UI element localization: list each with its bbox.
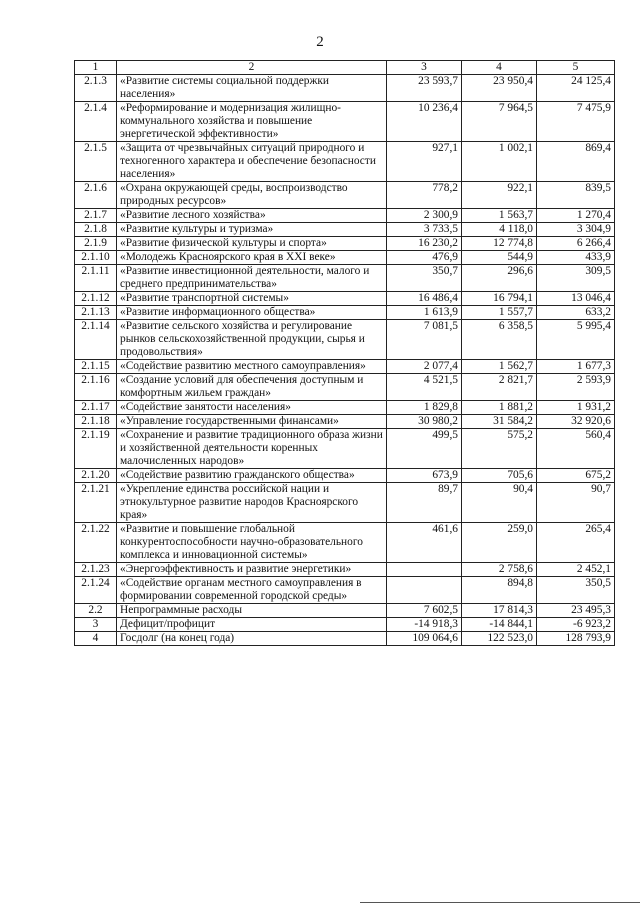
value-col-3-cell <box>387 577 462 604</box>
table-row <box>75 469 615 483</box>
row-number-cell: 3 <box>75 618 117 632</box>
value-col-4-cell: 1 002,1 <box>462 142 537 182</box>
value-col-4-cell: 12 774,8 <box>462 237 537 251</box>
table-row <box>75 374 615 401</box>
value-col-4-cell: 7 964,5 <box>462 102 537 142</box>
row-number-cell: 2.1.7 <box>75 209 117 223</box>
value-col-3-cell: -14 918,3 <box>387 618 462 632</box>
value-col-5-cell: 13 046,4 <box>537 292 615 306</box>
table-row <box>75 618 615 632</box>
row-name-cell: «Сохранение и развитие традиционного образа жизни и хозяйственной деятельности коренных малочисленных народов» <box>117 429 387 469</box>
row-name-cell: «Развитие и повышение глобальной конкурентоспособности научно-образовательного комплекса и инновационной системы» <box>117 523 387 563</box>
value-col-4-cell: -14 844,1 <box>462 618 537 632</box>
row-name-cell: «Развитие физической культуры и спорта» <box>117 237 387 251</box>
value-col-3-cell: 89,7 <box>387 483 462 523</box>
value-col-5-cell: 560,4 <box>537 429 615 469</box>
value-col-3-cell: 673,9 <box>387 469 462 483</box>
table-row <box>75 320 615 360</box>
value-col-4-cell: 17 814,3 <box>462 604 537 618</box>
row-name-cell: «Защита от чрезвычайных ситуаций природного и техногенного характера и обеспечение безопасности населения» <box>117 142 387 182</box>
row-name-cell: «Молодежь Красноярского края в XXI веке» <box>117 251 387 265</box>
row-name-cell: «Реформирование и модернизация жилищно-коммунального хозяйства и повышение энергетической эффективности» <box>117 102 387 142</box>
value-col-5-cell: 265,4 <box>537 523 615 563</box>
value-col-3-cell: 927,1 <box>387 142 462 182</box>
row-number-cell: 2.1.8 <box>75 223 117 237</box>
row-number-cell: 2.1.24 <box>75 577 117 604</box>
value-col-5-cell: 1 931,2 <box>537 401 615 415</box>
value-col-4-cell: 2 821,7 <box>462 374 537 401</box>
value-col-5-cell: 128 793,9 <box>537 632 615 646</box>
value-col-4-cell: 4 118,0 <box>462 223 537 237</box>
row-name-cell: «Управление государственными финансами» <box>117 415 387 429</box>
value-col-3-cell: 3 733,5 <box>387 223 462 237</box>
row-name-cell: «Содействие занятости населения» <box>117 401 387 415</box>
row-number-cell: 2.1.10 <box>75 251 117 265</box>
value-col-3-cell: 7 602,5 <box>387 604 462 618</box>
row-name-cell: Непрограммные расходы <box>117 604 387 618</box>
value-col-5-cell: 3 304,9 <box>537 223 615 237</box>
value-col-4-cell: 296,6 <box>462 265 537 292</box>
header-col-3: 3 <box>387 61 462 75</box>
value-col-3-cell: 778,2 <box>387 182 462 209</box>
row-number-cell: 2.1.9 <box>75 237 117 251</box>
row-number-cell: 2.1.23 <box>75 563 117 577</box>
value-col-3-cell: 499,5 <box>387 429 462 469</box>
table-row <box>75 523 615 563</box>
value-col-3-cell: 30 980,2 <box>387 415 462 429</box>
value-col-5-cell: 5 995,4 <box>537 320 615 360</box>
value-col-3-cell: 2 300,9 <box>387 209 462 223</box>
row-number-cell: 2.1.20 <box>75 469 117 483</box>
value-col-3-cell: 2 077,4 <box>387 360 462 374</box>
value-col-3-cell: 109 064,6 <box>387 632 462 646</box>
table-row <box>75 142 615 182</box>
table-row <box>75 237 615 251</box>
value-col-5-cell: 350,5 <box>537 577 615 604</box>
row-name-cell: «Содействие развитию местного самоуправления» <box>117 360 387 374</box>
table-row <box>75 563 615 577</box>
table-row <box>75 209 615 223</box>
row-number-cell: 2.1.4 <box>75 102 117 142</box>
value-col-5-cell: 1 677,3 <box>537 360 615 374</box>
row-number-cell: 2.1.19 <box>75 429 117 469</box>
row-name-cell: «Содействие органам местного самоуправления в формировании современной городской среды» <box>117 577 387 604</box>
value-col-4-cell: 1 881,2 <box>462 401 537 415</box>
value-col-4-cell: 1 557,7 <box>462 306 537 320</box>
table-row <box>75 415 615 429</box>
value-col-4-cell: 31 584,2 <box>462 415 537 429</box>
page-number: 2 <box>316 34 324 50</box>
table-row <box>75 483 615 523</box>
value-col-5-cell: 7 475,9 <box>537 102 615 142</box>
header-col-2: 2 <box>117 61 387 75</box>
table-row <box>75 577 615 604</box>
row-name-cell: «Развитие культуры и туризма» <box>117 223 387 237</box>
value-col-4-cell: 6 358,5 <box>462 320 537 360</box>
value-col-5-cell: 839,5 <box>537 182 615 209</box>
row-name-cell: «Развитие инвестиционной деятельности, малого и среднего предпринимательства» <box>117 265 387 292</box>
value-col-3-cell: 23 593,7 <box>387 75 462 102</box>
value-col-3-cell: 461,6 <box>387 523 462 563</box>
table-row <box>75 292 615 306</box>
value-col-4-cell: 259,0 <box>462 523 537 563</box>
row-number-cell: 2.1.14 <box>75 320 117 360</box>
value-col-3-cell: 10 236,4 <box>387 102 462 142</box>
value-col-4-cell: 575,2 <box>462 429 537 469</box>
row-name-cell: «Развитие информационного общества» <box>117 306 387 320</box>
value-col-3-cell: 476,9 <box>387 251 462 265</box>
row-name-cell: «Охрана окружающей среды, воспроизводство природных ресурсов» <box>117 182 387 209</box>
value-col-5-cell: 2 452,1 <box>537 563 615 577</box>
value-col-3-cell: 7 081,5 <box>387 320 462 360</box>
row-number-cell: 2.1.17 <box>75 401 117 415</box>
table-row <box>75 632 615 646</box>
value-col-3-cell: 1 613,9 <box>387 306 462 320</box>
row-number-cell: 2.1.15 <box>75 360 117 374</box>
row-name-cell: «Развитие транспортной системы» <box>117 292 387 306</box>
table-row <box>75 401 615 415</box>
row-number-cell: 2.1.11 <box>75 265 117 292</box>
table-row <box>75 265 615 292</box>
row-number-cell: 2.1.22 <box>75 523 117 563</box>
table-row <box>75 75 615 102</box>
row-name-cell: «Энергоэффективность и развитие энергетики» <box>117 563 387 577</box>
budget-table <box>74 60 615 646</box>
table-row <box>75 604 615 618</box>
value-col-5-cell: 309,5 <box>537 265 615 292</box>
row-number-cell: 2.1.21 <box>75 483 117 523</box>
header-col-1: 1 <box>75 61 117 75</box>
header-col-5: 5 <box>537 61 615 75</box>
value-col-5-cell: 32 920,6 <box>537 415 615 429</box>
row-number-cell: 2.1.3 <box>75 75 117 102</box>
row-number-cell: 4 <box>75 632 117 646</box>
value-col-5-cell: 90,7 <box>537 483 615 523</box>
value-col-5-cell: 433,9 <box>537 251 615 265</box>
value-col-5-cell: 23 495,3 <box>537 604 615 618</box>
value-col-4-cell: 23 950,4 <box>462 75 537 102</box>
table-row <box>75 429 615 469</box>
value-col-4-cell: 16 794,1 <box>462 292 537 306</box>
value-col-5-cell: 6 266,4 <box>537 237 615 251</box>
row-number-cell: 2.1.13 <box>75 306 117 320</box>
row-name-cell: «Укрепление единства российской нации и этнокультурное развитие народов Красноярского края» <box>117 483 387 523</box>
header-col-4: 4 <box>462 61 537 75</box>
footer-rule <box>360 902 640 903</box>
value-col-3-cell: 16 230,2 <box>387 237 462 251</box>
table-body <box>75 75 615 646</box>
header-row <box>75 61 615 75</box>
table-row <box>75 251 615 265</box>
value-col-4-cell: 1 563,7 <box>462 209 537 223</box>
value-col-4-cell: 544,9 <box>462 251 537 265</box>
row-name-cell: «Создание условий для обеспечения доступным и комфортным жильем граждан» <box>117 374 387 401</box>
row-name-cell: Дефицит/профицит <box>117 618 387 632</box>
value-col-3-cell: 1 829,8 <box>387 401 462 415</box>
table-row <box>75 182 615 209</box>
row-name-cell: «Развитие системы социальной поддержки населения» <box>117 75 387 102</box>
row-number-cell: 2.1.12 <box>75 292 117 306</box>
value-col-4-cell: 894,8 <box>462 577 537 604</box>
value-col-3-cell: 16 486,4 <box>387 292 462 306</box>
row-number-cell: 2.1.6 <box>75 182 117 209</box>
value-col-5-cell: 675,2 <box>537 469 615 483</box>
row-number-cell: 2.1.18 <box>75 415 117 429</box>
value-col-4-cell: 122 523,0 <box>462 632 537 646</box>
value-col-4-cell: 922,1 <box>462 182 537 209</box>
value-col-4-cell: 2 758,6 <box>462 563 537 577</box>
row-name-cell: «Развитие сельского хозяйства и регулирование рынков сельскохозяйственной продукции, сырья и продовольствия» <box>117 320 387 360</box>
value-col-3-cell <box>387 563 462 577</box>
value-col-4-cell: 90,4 <box>462 483 537 523</box>
value-col-3-cell: 4 521,5 <box>387 374 462 401</box>
value-col-5-cell: 869,4 <box>537 142 615 182</box>
table-row <box>75 102 615 142</box>
value-col-4-cell: 705,6 <box>462 469 537 483</box>
row-name-cell: Госдолг (на конец года) <box>117 632 387 646</box>
row-name-cell: «Содействие развитию гражданского общества» <box>117 469 387 483</box>
row-number-cell: 2.1.16 <box>75 374 117 401</box>
value-col-5-cell: 2 593,9 <box>537 374 615 401</box>
table-row <box>75 306 615 320</box>
table-row <box>75 223 615 237</box>
value-col-5-cell: -6 923,2 <box>537 618 615 632</box>
value-col-5-cell: 1 270,4 <box>537 209 615 223</box>
value-col-4-cell: 1 562,7 <box>462 360 537 374</box>
row-name-cell: «Развитие лесного хозяйства» <box>117 209 387 223</box>
row-number-cell: 2.1.5 <box>75 142 117 182</box>
value-col-3-cell: 350,7 <box>387 265 462 292</box>
value-col-5-cell: 633,2 <box>537 306 615 320</box>
value-col-5-cell: 24 125,4 <box>537 75 615 102</box>
row-number-cell: 2.2 <box>75 604 117 618</box>
table-row <box>75 360 615 374</box>
